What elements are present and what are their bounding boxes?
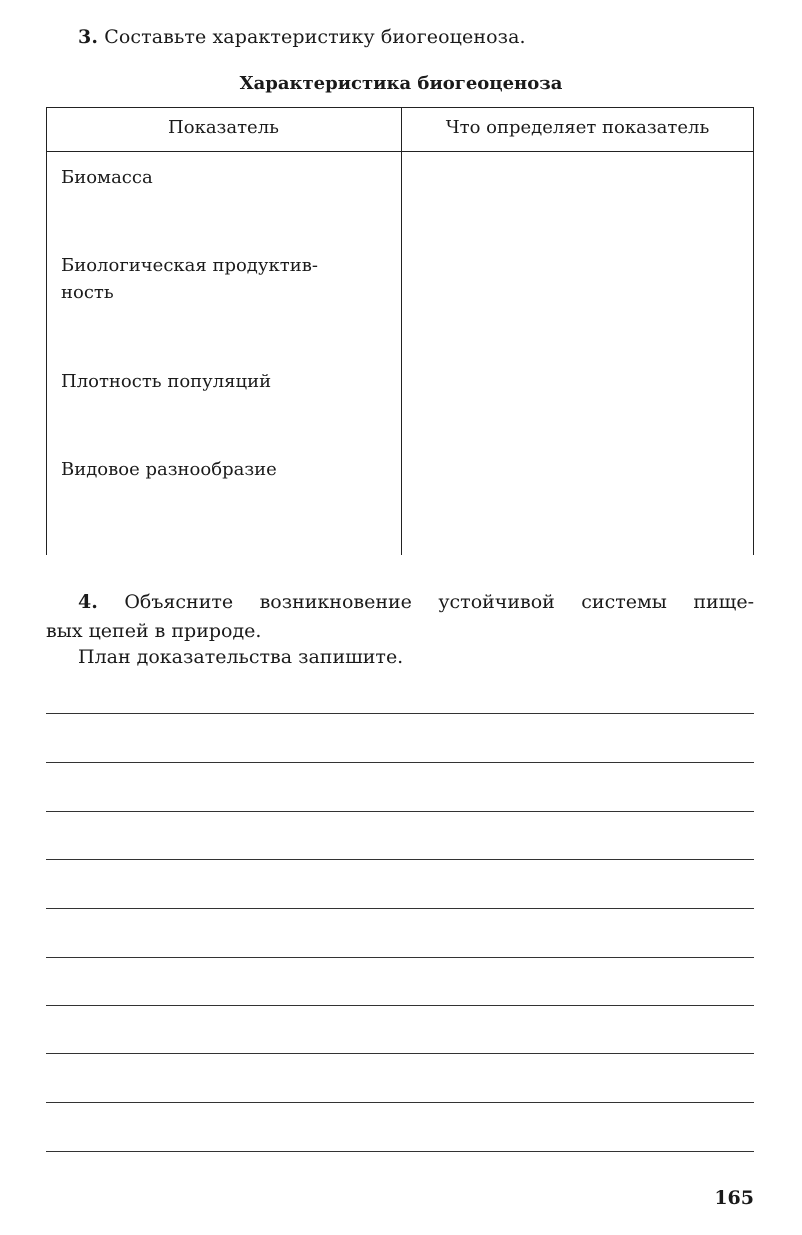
row-label-text: Биомасса: [61, 167, 153, 188]
row-label-text: Биологическая продуктив-: [61, 255, 318, 276]
table-left-border: [46, 107, 47, 555]
header-meaning: Что определяет показатель: [445, 117, 710, 138]
task-4-line-1: [46, 588, 754, 617]
answer-line[interactable]: [46, 713, 754, 714]
row-label-species-diversity: [61, 456, 387, 483]
task-4-number: 4.: [78, 591, 98, 613]
task-4-text: [46, 588, 754, 646]
row-label-text-continued: ность: [61, 282, 114, 303]
task-3-number: 3.: [78, 26, 99, 48]
table-column-divider: [401, 107, 402, 555]
row-label-productivity: [61, 252, 387, 306]
header-indicator: Показатель: [168, 117, 279, 138]
row-label-text: Плотность популяций: [61, 371, 272, 392]
page-number: 165: [714, 1187, 754, 1209]
task-4-line-2: вых цепей в природе.: [46, 620, 262, 642]
task-4-line-1-text: Объясните возникновение устойчивой системы пище-: [124, 591, 754, 613]
task-3-text: Составьте характеристику биогеоценоза.: [104, 26, 526, 48]
answer-line[interactable]: [46, 908, 754, 909]
task-3-title: [78, 26, 526, 48]
answer-line[interactable]: [46, 1102, 754, 1103]
answer-line[interactable]: [46, 859, 754, 860]
row-label-biomass: [61, 164, 387, 191]
answer-line[interactable]: [46, 811, 754, 812]
task-4-plan: План доказательства запишите.: [78, 646, 404, 668]
answer-line[interactable]: [46, 1053, 754, 1054]
answer-line[interactable]: [46, 1005, 754, 1006]
answer-line[interactable]: [46, 1151, 754, 1152]
answer-line[interactable]: [46, 762, 754, 763]
biogeocenosis-table: [46, 107, 754, 555]
row-label-population-density: [61, 368, 387, 395]
answer-line[interactable]: [46, 957, 754, 958]
table-right-border: [753, 107, 754, 555]
table-top-border: [46, 107, 754, 108]
table-caption: Характеристика биогеоценоза: [239, 73, 563, 94]
row-label-text: Видовое разнообразие: [61, 459, 277, 480]
table-header-divider: [46, 151, 754, 152]
